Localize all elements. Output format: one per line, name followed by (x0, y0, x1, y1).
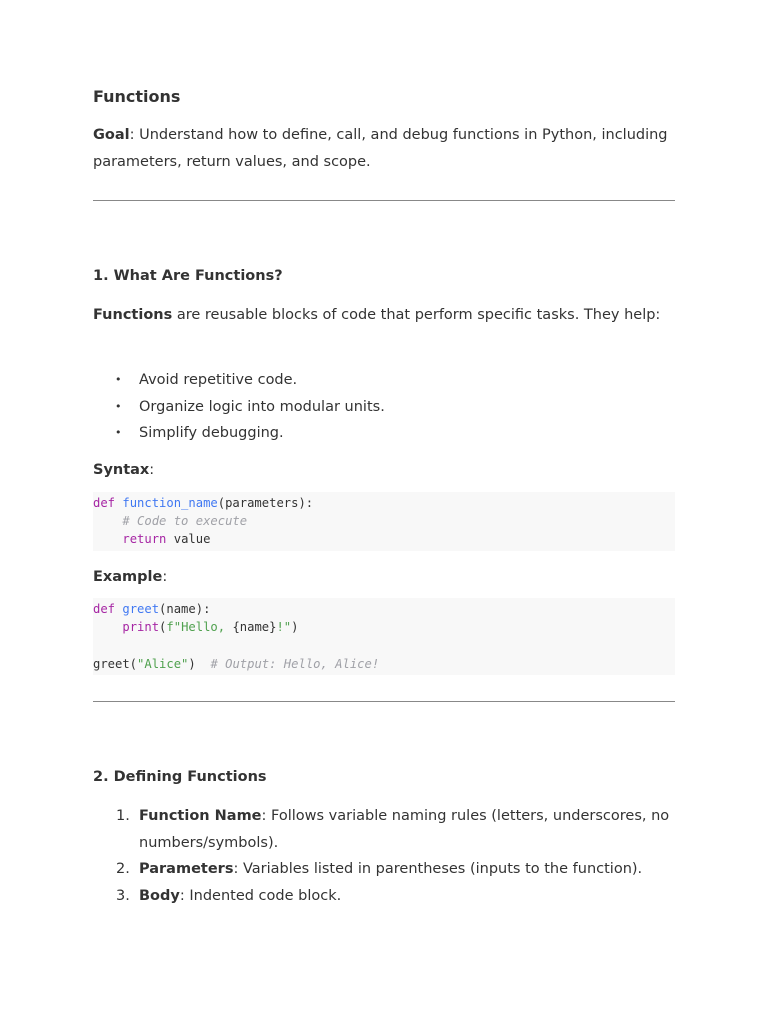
example-code-block: def greet(name): print(f"Hello, {name}!") greet("Alice") # Output: Hello, Alice! (93, 598, 675, 675)
defining-steps-list (93, 803, 675, 909)
goal-label: Goal (93, 127, 130, 143)
bullet-icon: • (115, 399, 122, 413)
goal-paragraph (93, 122, 675, 175)
list-item: • Avoid repetitive code. (93, 367, 675, 394)
benefits-list (93, 367, 675, 447)
section-2-heading: 2. Defining Functions (93, 769, 267, 785)
example-label-paragraph: Example: (93, 569, 168, 585)
functions-intro-paragraph (93, 302, 675, 329)
section-divider-1 (93, 200, 675, 201)
syntax-label-paragraph: Syntax: (93, 462, 155, 478)
functions-intro-bold: Functions (93, 307, 173, 323)
list-item: • Organize logic into modular units. (93, 394, 675, 421)
example-label: Example (93, 569, 163, 585)
list-item: • Simplify debugging. (93, 420, 675, 447)
section-divider-2 (93, 701, 675, 702)
syntax-code-block: def function_name(parameters): # Code to execute return value (93, 492, 675, 551)
goal-text: : Understand how to define, call, and debug functions in Python, including parameters, return values, and scope. (93, 127, 668, 170)
bullet-icon: • (115, 426, 122, 439)
list-item: 2. Parameters: Variables listed in parentheses (inputs to the function). (116, 861, 643, 877)
list-item: 1. Function Name: Follows variable naming rules (letters, underscores, no numbers/symbols). (116, 808, 670, 851)
functions-intro-text: are reusable blocks of code that perform specific tasks. They help: (172, 307, 661, 323)
section-1-heading: 1. What Are Functions? (93, 268, 283, 284)
bullet-icon: • (115, 373, 122, 386)
list-item: 3. Body: Indented code block. (116, 887, 342, 904)
page-title: Functions (93, 87, 181, 106)
syntax-label: Syntax (93, 462, 150, 478)
